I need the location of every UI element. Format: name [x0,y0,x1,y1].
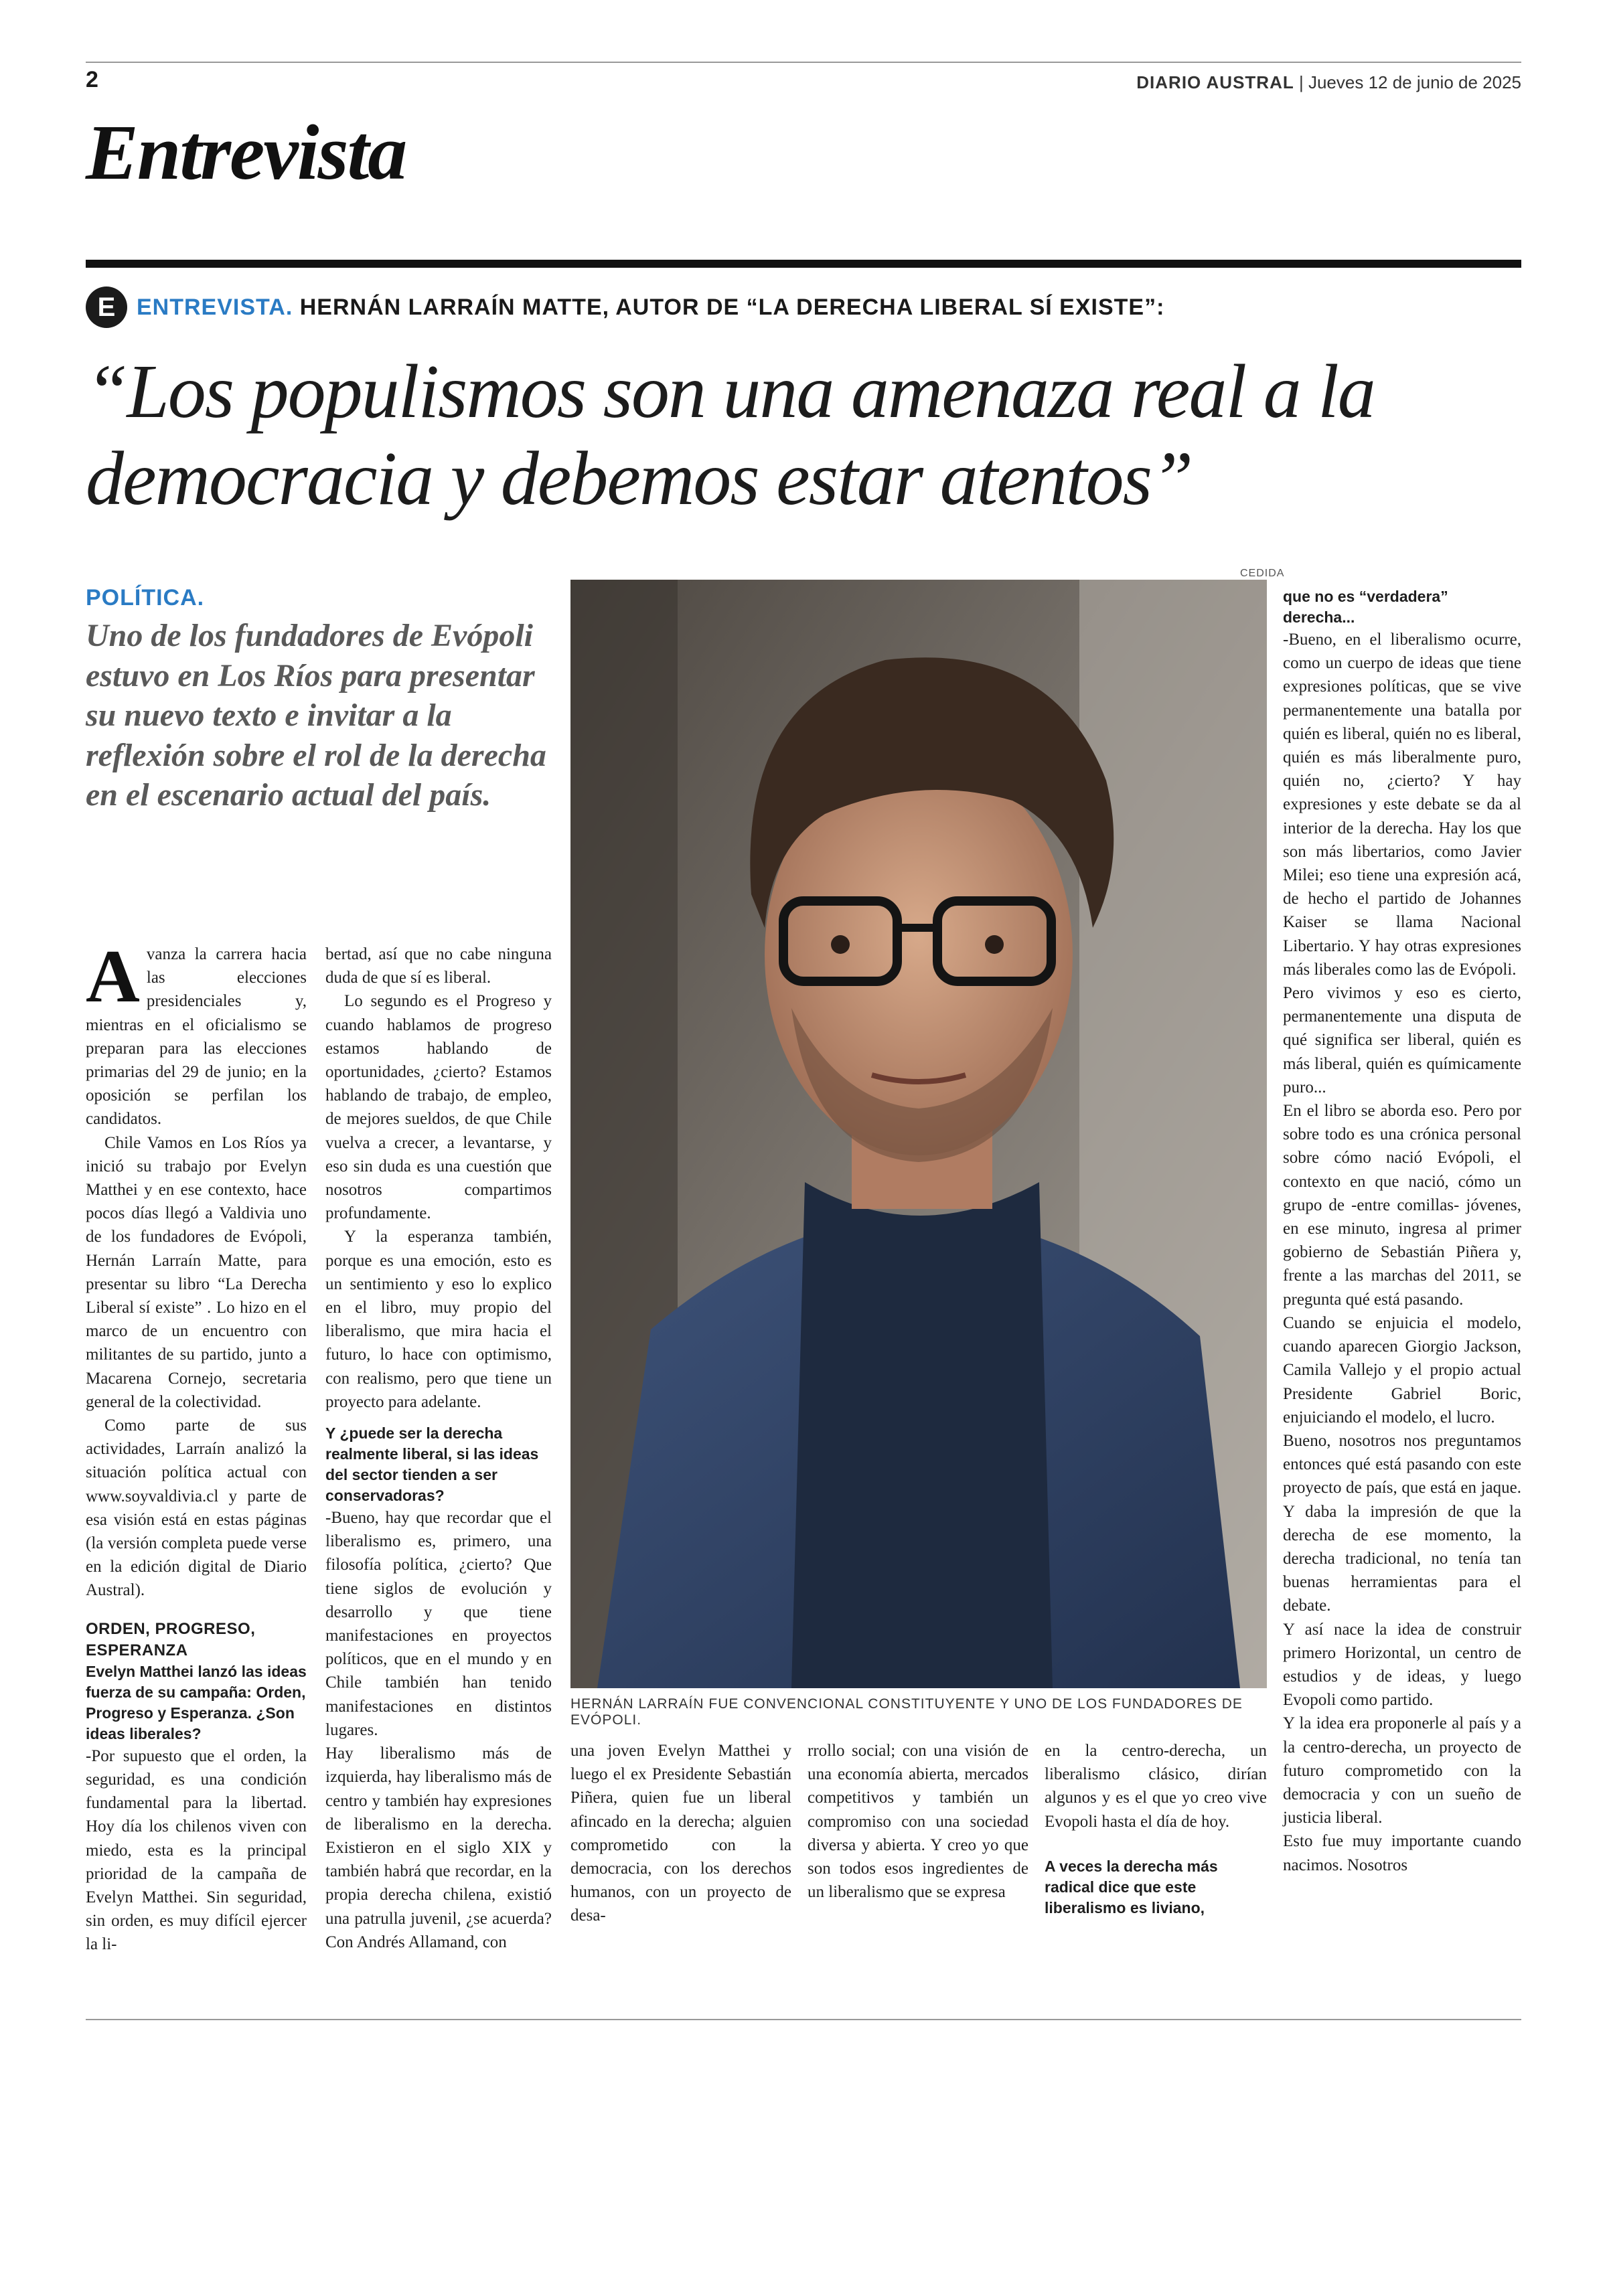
article-column-5 [1045,1739,1267,1918]
article-paragraph: Como parte de sus actividades, Larraín analizó la situación política actual con www.soyvaldivia.cl y parte de esa visión está en estas páginas (la versión completa puede verse en la edición digital de Diario Austral). [86,1416,307,1600]
top-rule [86,62,1521,63]
paragraph-text: vanza la carrera hacia las elecciones presidenciales y, mientras en el oficialismo se preparan para las elecciones primarias del 29 de junio; en la oposición se perfilan los candidatos. [86,945,307,1129]
article-paragraph: en la centro-derecha, un liberalismo clásico, dirían algunos y es el que yo creo vive Evopoli hasta el día de hoy. [1045,1742,1267,1831]
interview-question: que no es “verdadera” derecha... [1283,588,1448,626]
interview-question: Y ¿puede ser la derecha realmente liberal, si las ideas del sector tienden a ser conservadoras? [325,1424,539,1505]
article-paragraph: -Bueno, hay que recordar que el liberalismo es, primero, una filosofía política, ¿cierto? Que tiene siglos de evolución y desarrollo y que tiene manifestaciones en proyectos políticos, que en el mundo y en Chile también han tenido manifestaciones en distintos lugares. [325,1509,552,1739]
section-badge-icon: E [86,286,127,328]
drop-cap: A [86,935,140,1018]
article-paragraph [86,935,307,1131]
article-paragraph: En el libro se aborda eso. Pero por sobre todo es una crónica personal sobre cómo nació Evópoli, el contexto en que nació, cómo un grupo de -entre comillas- jóvenes, en ese minuto, ingresa al primer gobierno de Sebastián Piñera y, frente a las marchas del 2011, se pregunta qué está pasando. [1283,1102,1521,1309]
article-paragraph: Cuando se enjuicia el modelo, cuando aparecen Giorgio Jackson, Camila Vallejo y el propio actual Presidente Gabriel Boric, enjuiciando el modelo, el lucro. [1283,1313,1521,1426]
masthead-separator: | [1298,72,1308,92]
article-paragraph: rrollo social; con una visión de una economía abierta, mercados competitivos y también un compromiso con una sociedad diversa y abierta. Y creo yo que son todos esos ingredientes de un liberalismo que se expresa [808,1742,1028,1902]
kicker-subject: HERNÁN LARRAÍN MATTE, AUTOR DE “LA DERECHA LIBERAL SÍ EXISTE”: [299,294,1165,320]
article-paragraph: Hay liberalismo más de izquierda, hay liberalismo más de centro y también hay expresiones de liberalismo en la derecha. Existieron en el siglo XIX y también habrá que recordar, en la propia derecha chilena, existió una patrulla juvenil, ¿se acuerda? Con Andrés Allamand, con [325,1744,552,1951]
article-paragraph: Lo segundo es el Progreso y cuando hablamos de progreso estamos hablando de oportunidades, ¿cierto? Estamos hablando de trabajo, de empleo, de mejores sueldos, de que Chile vuelva a crecer, a levantarse, y eso sin duda es una cuestión que nosotros compartimos profundamente. [325,992,552,1223]
kicker-label: ENTREVISTA. [137,294,293,320]
article-paragraph: Chile Vamos en Los Ríos ya inició su trabajo por Evelyn Matthei y en ese contexto, hace pocos días llegó a Valdivia uno de los fundadores de Evópoli, Hernán Larraín Matte, para presentar su libro “La Derecha Liberal sí existe” . Lo hizo en el marco de un encuentro con militantes de su partido, junto a Macarena Cornejo, secretaria general de la colectividad. [86,1133,307,1411]
article-paragraph: Bueno, nosotros nos preguntamos entonces qué está pasando con este proyecto de país, que está en jaque. Y daba la impresión de que la derecha de ese momento, la derecha tradicional, no tenía tan buenas herramientas para el debate. [1283,1431,1521,1615]
portrait-illustration [570,580,1267,1688]
kicker [86,286,1164,328]
publication-name: DIARIO AUSTRAL [1136,72,1294,92]
section-rule [86,260,1521,268]
section-title: Entrevista [86,108,406,196]
interview-question: A veces la derecha más radical dice que este liberalismo es liviano, [1045,1857,1218,1916]
article-paragraph: Y la idea era proponerle al país y a la centro-derecha, un proyecto de futuro comprometido con la democracia y con un sueño de justicia liberal. [1283,1714,1521,1827]
article-paragraph: -Por supuesto que el orden, la seguridad, es una condición fundamental para la libertad. Hoy día los chilenos viven con miedo, esta es la principal prioridad de la campaña de Evelyn Matthei. Sin seguridad, sin orden, es muy difícil ejercer la li- [86,1746,307,1954]
article-paragraph: una joven Evelyn Matthei y luego el ex Presidente Sebastián Piñera, quien fue un liberal afincado en la derecha; alguien comprometido con la democracia, con los derechos humanos, con un proyecto de desa- [570,1742,791,1925]
article-paragraph: Y la esperanza también, porque es una emoción, esto es un sentimiento y eso lo explico en el libro, muy propio del liberalismo, que mira hacia el futuro, lo hace con optimismo, con realismo, pero que tiene un proyecto para adelante. [325,1228,552,1411]
publication-date: Jueves 12 de junio de 2025 [1308,72,1521,92]
article-paragraph: Esto fue muy importante cuando nacimos. Nosotros [1283,1832,1521,1874]
article-paragraph: bertad, así que no cabe ninguna duda de que sí es liberal. [325,945,552,987]
article-paragraph: Y así nace la idea de construir primero Horizontal, un centro de estudios y de ideas, y luego Evopoli como partido. [1283,1620,1521,1710]
photo-caption: HERNÁN LARRAÍN FUE CONVENCIONAL CONSTITUYENTE Y UNO DE LOS FUNDADORES DE EVÓPOLI. [570,1696,1243,1728]
photo-credit: CEDIDA [1240,568,1285,579]
article-paragraph: -Bueno, en el liberalismo ocurre, como un cuerpo de ideas que tiene expresiones políticas, que se vive permanentemente una batalla por quién es liberal, quién no es liberal, quién es más liberalmente puro, quién no, ¿cierto? Y hay expresiones y este debate se da al interior de la derecha. Hay los que son más libertarios, como Javier Milei; eso tiene una expresión acá, de hecho el partido de Johannes Kaiser se llama Nacional Libertario. Y hay otras expresiones más liberales como las de Evópoli. [1283,631,1521,979]
article-paragraph: Pero vivimos y eso es cierto, permanentemente una disputa de qué significa ser liberal, quién es más liberal, quién es químicamente puro... [1283,984,1521,1096]
article-column-1 [86,935,307,1957]
kicker-text [137,295,1164,321]
article-column-2 [325,942,552,1954]
article-column-3 [570,1739,791,1928]
article-column-4 [808,1739,1028,1904]
article-column-6 [1283,586,1521,1877]
lead-paragraph: Uno de los fundadores de Evópoli estuvo en Los Ríos para presentar su nuevo texto e invitar a la reflexión sobre el rol de la derecha en el escenario actual del país. [86,618,546,813]
masthead [1136,72,1521,93]
subheading: ORDEN, PROGRESO, ESPERANZA [86,1619,256,1659]
portrait-photo [570,580,1267,1688]
category-label: POLÍTICA. [86,585,205,610]
page-number: 2 [86,67,98,92]
headline: “Los populismos son una amenaza real a la democracia y debemos estar atentos” [86,349,1375,521]
interview-question: Evelyn Matthei lanzó las ideas fuerza de su campaña: Orden, Progreso y Esperanza. ¿Son ideas liberales? [86,1662,307,1742]
bottom-rule [86,2019,1521,2020]
